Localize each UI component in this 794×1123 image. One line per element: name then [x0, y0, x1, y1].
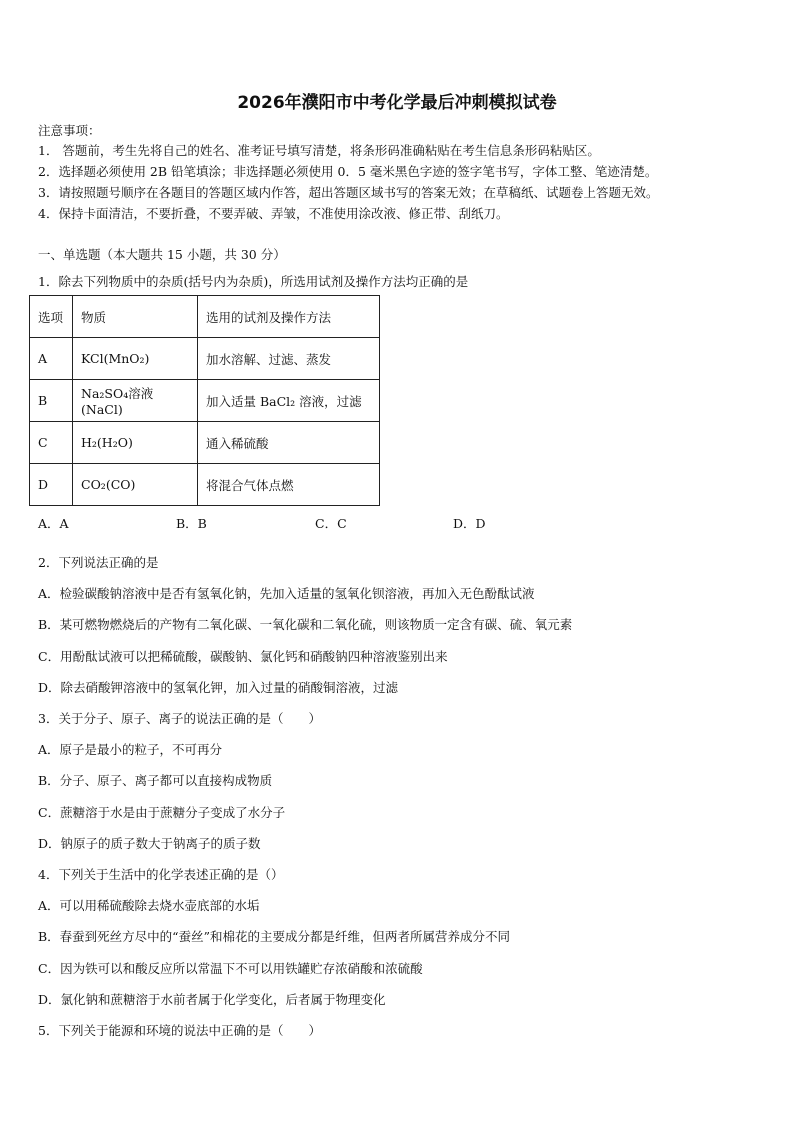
question-3-option-c: C．蔗糖溶于水是由于蔗糖分子变成了水分子 [38, 805, 286, 820]
question-1-table [29, 295, 380, 506]
choice-c: C．C [315, 516, 347, 531]
table-cell-option: D [30, 464, 73, 506]
choice-a: A．A [38, 516, 69, 531]
table-row [30, 422, 380, 464]
table-header-cell: 选用的试剂及操作方法 [198, 296, 380, 338]
table-cell-substance: KCl(MnO₂) [73, 338, 198, 380]
table-row [30, 464, 380, 506]
table-cell-option: B [30, 380, 73, 422]
question-2-option-a: A．检验碳酸钠溶液中是否有氢氧化钠，先加入适量的氢氧化钡溶液，再加入无色酚酞试液 [38, 586, 535, 601]
notice-item: 4．保持卡面清洁，不要折叠，不要弄破、弄皱，不准使用涂改液、修正带、刮纸刀。 [38, 206, 509, 221]
table-cell-method: 将混合气体点燃 [198, 464, 380, 506]
table-row [30, 380, 380, 422]
question-3-stem: 3．关于分子、原子、离子的说法正确的是（ ） [38, 711, 321, 726]
table-cell-method: 通入稀硫酸 [198, 422, 380, 464]
question-3-option-d: D．钠原子的质子数大于钠离子的质子数 [38, 836, 261, 851]
question-3-option-a: A．原子是最小的粒子，不可再分 [38, 742, 223, 757]
question-1-stem: 1．除去下列物质中的杂质(括号内为杂质)，所选用试剂及操作方法均正确的是 [38, 274, 469, 289]
question-4-option-c: C．因为铁可以和酸反应所以常温下不可以用铁罐贮存浓硝酸和浓硫酸 [38, 961, 423, 976]
question-4-stem: 4．下列关于生活中的化学表述正确的是（） [38, 867, 284, 882]
table-cell-method: 加水溶解、过滤、蒸发 [198, 338, 380, 380]
choice-b: B．B [176, 516, 207, 531]
table-cell-method: 加入适量 BaCl₂ 溶液，过滤 [198, 380, 380, 422]
table-cell-substance: Na₂SO₄溶液(NaCl) [73, 380, 198, 422]
question-2-option-d: D．除去硝酸钾溶液中的氢氧化钾，加入过量的硝酸铜溶液，过滤 [38, 680, 399, 695]
table-header-cell: 选项 [30, 296, 73, 338]
question-3-option-b: B．分子、原子、离子都可以直接构成物质 [38, 773, 273, 788]
question-2-stem: 2．下列说法正确的是 [38, 555, 159, 570]
table-cell-substance: H₂(H₂O) [73, 422, 198, 464]
notice-item: 3．请按照题号顺序在各题目的答题区域内作答，超出答题区域书写的答案无效；在草稿纸、试题卷上答题无效。 [38, 185, 659, 200]
table-header-cell: 物质 [73, 296, 198, 338]
question-4-option-b: B．春蚕到死丝方尽中的“蚕丝”和棉花的主要成分都是纤维，但两者所属营养成分不同 [38, 929, 510, 944]
question-2-option-c: C．用酚酞试液可以把稀硫酸，碳酸钠、氯化钙和硝酸钠四种溶液鉴别出来 [38, 649, 448, 664]
table-cell-option: C [30, 422, 73, 464]
notice-item: 2．选择题必须使用 2B 铅笔填涂；非选择题必须使用 0．5 毫米黑色字迹的签字笔书写，字体工整、笔迹清楚。 [38, 164, 658, 179]
notice-item: 1． 答题前，考生先将自己的姓名、准考证号填写清楚，将条形码准确粘贴在考生信息条形码粘贴区。 [38, 143, 600, 158]
table-cell-option: A [30, 338, 73, 380]
table-cell-substance: CO₂(CO) [73, 464, 198, 506]
table-header-row [30, 296, 380, 338]
section-heading: 一、单选题（本大题共 15 小题，共 30 分） [38, 247, 286, 262]
table-row [30, 338, 380, 380]
question-4-option-a: A．可以用稀硫酸除去烧水壶底部的水垢 [38, 898, 260, 913]
notice-heading: 注意事项： [38, 123, 101, 138]
page-title: 2026年濮阳市中考化学最后冲刺模拟试卷 [237, 93, 557, 113]
choice-d: D．D [453, 516, 486, 531]
question-4-option-d: D．氯化钠和蔗糖溶于水前者属于化学变化，后者属于物理变化 [38, 992, 386, 1007]
question-2-option-b: B．某可燃物燃烧后的产物有二氧化碳、一氧化碳和二氧化硫，则该物质一定含有碳、硫、氧元素 [38, 617, 573, 632]
question-5-stem: 5．下列关于能源和环境的说法中正确的是（ ） [38, 1023, 321, 1038]
